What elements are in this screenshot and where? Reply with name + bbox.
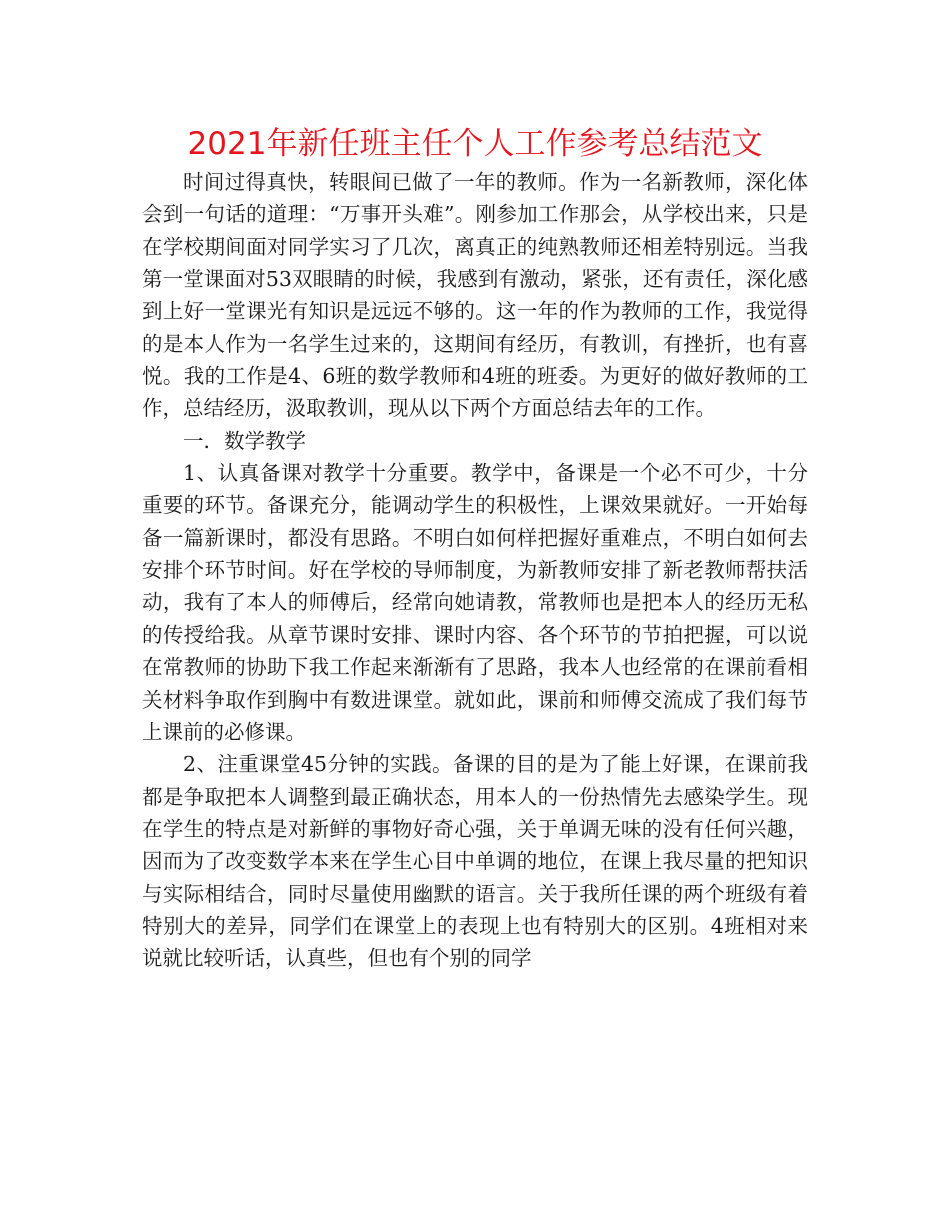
section-heading-math-teaching: 一．数学教学 (183, 428, 306, 453)
document-body (142, 166, 808, 975)
paragraph-classroom-practice: 2、注重课堂45分钟的实践。备课的目的是为了能上好课，在课前我都是争取把本人调整到最正确状态，用本人的一份热情先去感染学生。现在学生的特点是对新鲜的事物好奇心强，关于单调无味的没有任何兴趣，因而为了改变数学本来在学生心目中单调的地位，在课上我尽量的把知识与实际相结合，同时尽量使用幽默的语言。关于我所任课的两个班级有着特别大的差异，同学们在课堂上的表现上也有特别大的区别。4班相对来说就比较听话，认真些，但也有个别的同学 (142, 752, 808, 971)
document-title: 2021年新任班主任个人工作参考总结范文 (187, 126, 763, 162)
paragraph-intro: 时间过得真快，转眼间已做了一年的教师。作为一名新教师，深化体会到一句话的道理：“万事开头难”。刚参加工作那会，从学校出来，只是在学校期间面对同学实习了几次，离真正的纯熟教师还相差特别远。当我第一堂课面对53双眼睛的时候，我感到有激动，紧张，还有责任，深化感到上好一堂课光有知识是远远不够的。这一年的作为教师的工作，我觉得的是本人作为一名学生过来的，这期间有经历，有教训，有挫折，也有喜悦。我的工作是4、6班的数学教师和4班的班委。为更好的做好教师的工作，总结经历，汲取教训，现从以下两个方面总结去年的工作。 (142, 170, 808, 421)
paragraph-lesson-preparation: 1、认真备课对教学十分重要。教学中，备课是一个必不可少，十分重要的环节。备课充分，能调动学生的积极性，上课效果就好。一开始每备一篇新课时，都没有思路。不明白如何样把握好重难点，不明白如何去安排个环节时间。好在学校的导师制度，为新教师安排了新老教师帮扶活动，我有了本人的师傅后，经常向她请教，常教师也是把本人的经历无私的传授给我。从章节课时安排、课时内容、各个环节的节拍把握，可以说在常教师的协助下我工作起来渐渐有了思路，我本人也经常的在课前看相关材料争取作到胸中有数进课堂。就如此，课前和师傅交流成了我们每节上课前的必修课。 (142, 461, 808, 744)
